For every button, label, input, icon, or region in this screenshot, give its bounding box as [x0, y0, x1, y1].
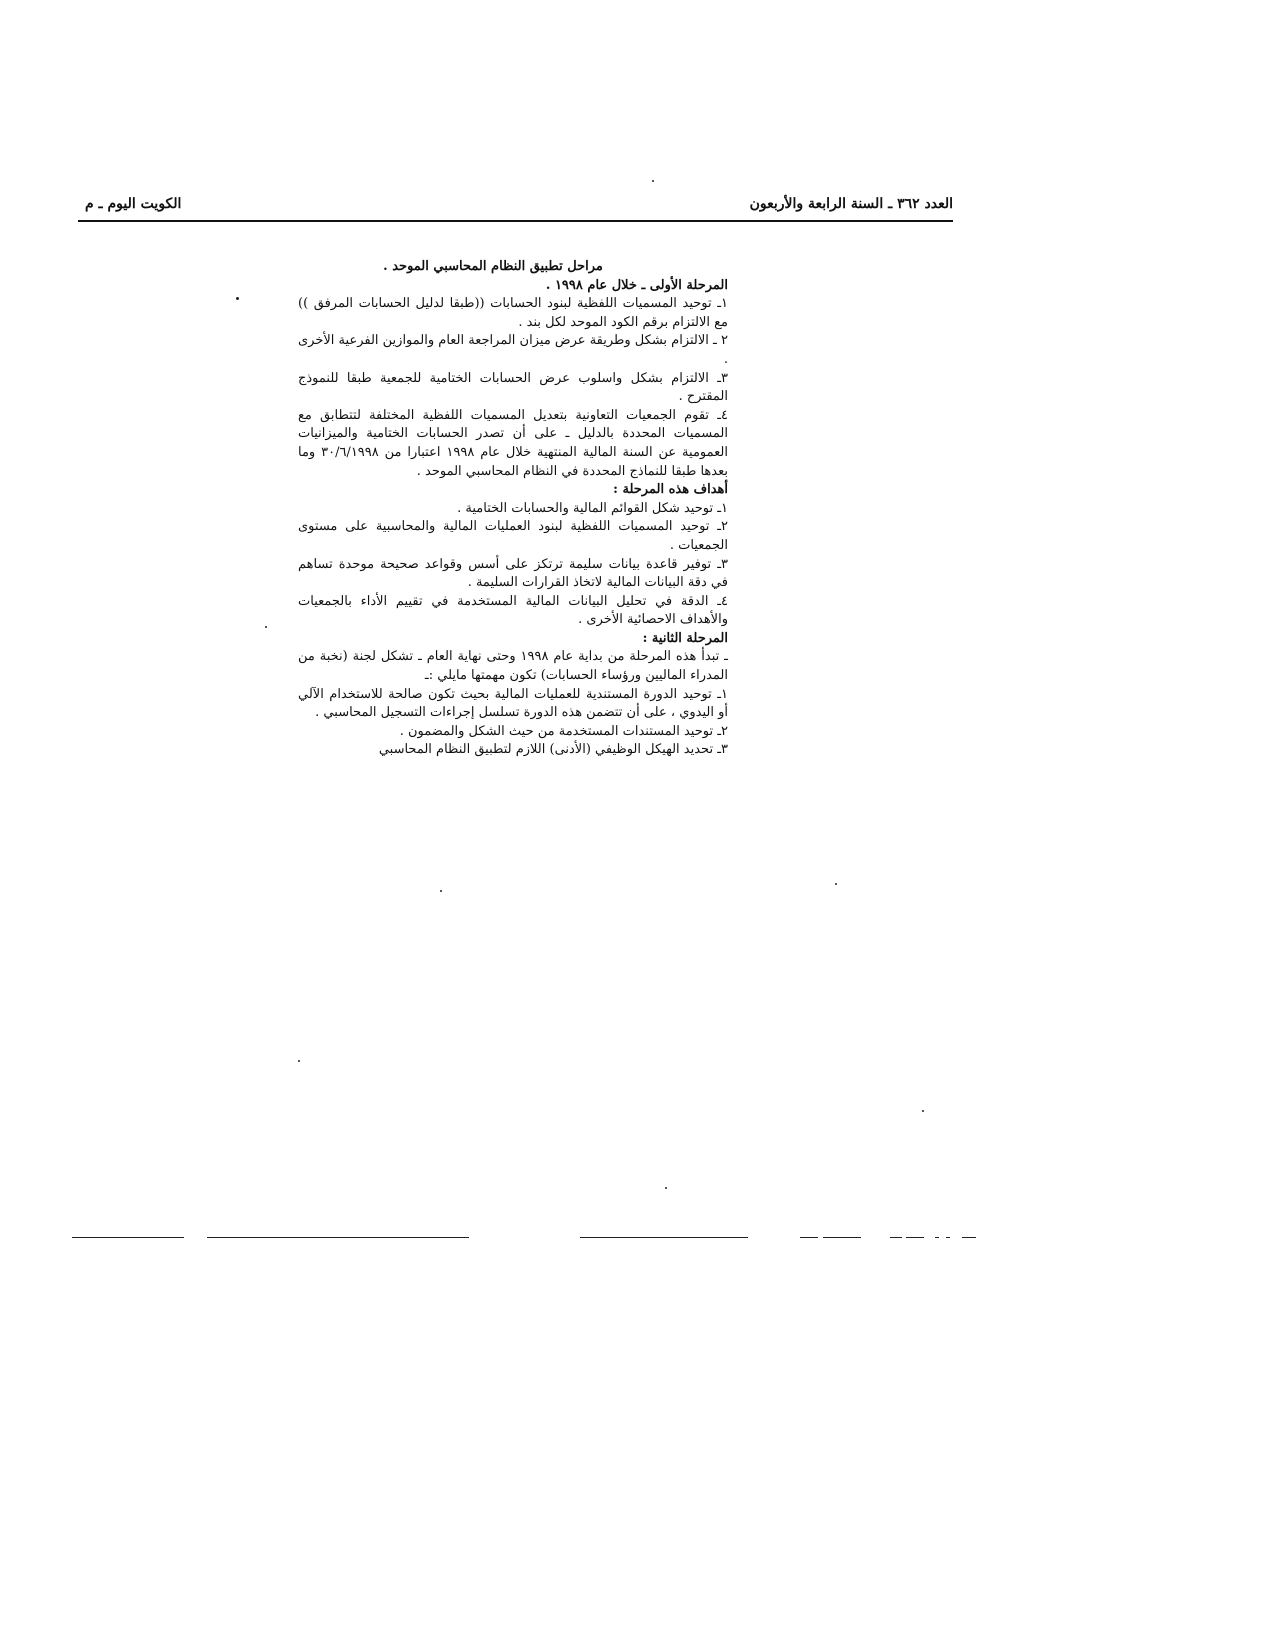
header-left: الكويت اليوم ـ م	[85, 196, 182, 212]
goals-heading: أهداف هذه المرحلة :	[613, 482, 728, 498]
footer-rule	[906, 1237, 924, 1238]
phase1-heading: المرحلة الأولى ـ خلال عام ١٩٩٨ .	[545, 277, 728, 293]
scan-speck	[265, 626, 267, 628]
footer-rule	[946, 1237, 950, 1238]
phase2-heading: المرحلة الثانية :	[642, 630, 728, 646]
list-item: ٤ـ الدقة في تحليل البيانات المالية المستخدمة في تقييم الأداء بالجمعيات والأهداف الاحصائية الأخرى .	[298, 593, 728, 628]
footer-rule	[580, 1237, 748, 1238]
phase2-intro: ـ تبدأ هذه المرحلة من بداية عام ١٩٩٨ وحتى نهاية العام ـ تشكل لجنة (نخبة من المدراء الماليين ورؤساء الحسابات) تكون مهمتها مايلي :ـ	[298, 649, 728, 684]
list-item: ٤ـ تقوم الجمعيات التعاونية بتعديل المسميات اللفظية المختلفة لتتطابق مع المسميات المحددة بالدليل ـ على أن تصدر الحسابات الختامية والميزانيات العمومية عن السنة المالية المنتهية خلال عام ١٩٩٨ اعتبارا من ٣٠/٦/١٩٩٨ وما بعدها طبقا للنماذج المحددة في النظام المحاسبي الموحد .	[298, 407, 728, 479]
footer-rule	[72, 1237, 184, 1238]
list-item: ٣ـ تحديد الهيكل الوظيفي (الأدنى) اللازم لتطبيق النظام المحاسبي	[378, 742, 728, 758]
scan-speck	[236, 297, 239, 300]
header-right: العدد ٣٦٢ ـ السنة الرابعة والأربعون	[749, 196, 953, 212]
list-item: ٢ ـ الالتزام بشكل وطريقة عرض ميزان المراجعة العام والموازين الفرعية الأخرى .	[298, 333, 728, 367]
scan-speck	[652, 180, 654, 182]
list-item: ١ـ توحيد الدورة المستندية للعمليات المالية بحيث تكون صالحة للاستخدام الآلي أو اليدوي ، على أن تتضمن هذه الدورة تسلسل إجراءات التسجيل المحاسبي .	[298, 686, 728, 721]
list-item: ٣ـ توفير قاعدة بيانات سليمة ترتكز على أسس وقواعد صحيحة موحدة تساهم في دقة البيانات المالية لاتخاذ القرارات السليمة .	[298, 556, 728, 591]
scan-speck	[665, 1187, 667, 1189]
list-item: ١ـ توحيد شكل القوائم المالية والحسابات الختامية .	[457, 500, 728, 516]
list-item: ٣ـ الالتزام بشكل واسلوب عرض الحسابات الختامية للجمعية طبقا للنموذج المقترح .	[298, 370, 728, 405]
footer-rule	[207, 1237, 469, 1238]
scan-speck	[922, 1110, 924, 1112]
scan-speck	[835, 883, 837, 885]
footer-rule	[800, 1237, 818, 1238]
article-column	[298, 258, 728, 760]
footer-rule	[890, 1237, 902, 1238]
scan-speck	[298, 1060, 300, 1062]
list-item: ١ـ توحيد المسميات اللفظية لبنود الحسابات ((طبقا لدليل الحسابات المرفق )) مع الالتزام برقم الكود الموحد لكل بند .	[298, 296, 728, 330]
article-title: مراحل تطبيق النظام المحاسبي الموحد .	[383, 259, 603, 274]
list-item: ٢ـ توحيد المستندات المستخدمة من حيث الشكل والمضمون .	[399, 723, 728, 739]
footer-rule	[823, 1237, 861, 1238]
header-rule	[78, 220, 953, 222]
list-item: ٢ـ توحيد المسميات اللفظية لبنود العمليات المالية والمحاسبية على مستوى الجمعيات .	[298, 519, 728, 553]
scan-speck	[440, 890, 442, 892]
footer-rule	[962, 1237, 976, 1238]
footer-rule	[935, 1237, 939, 1238]
